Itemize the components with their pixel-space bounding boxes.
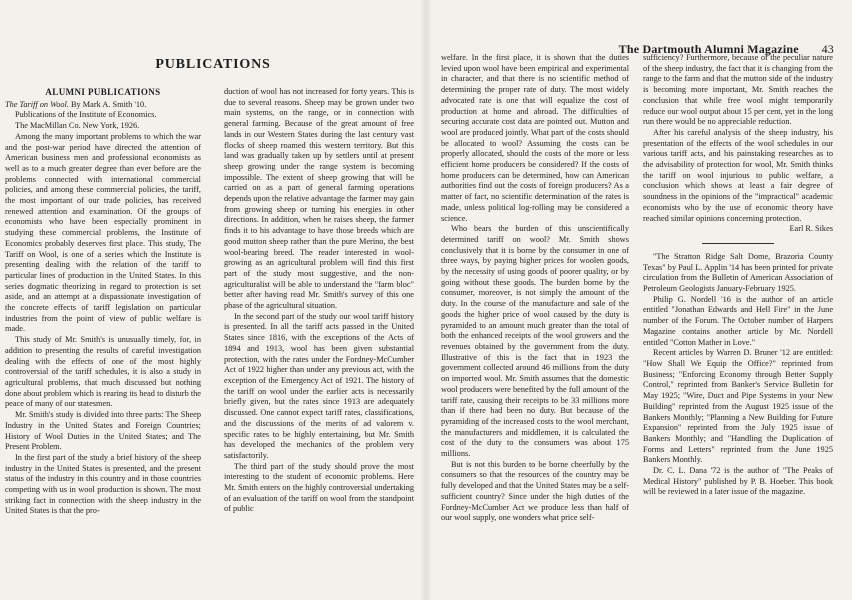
paragraph: sufficiency? Furthermore, because of the peculiar nature of the sheep industry, the fact that it is changing from the range to the farm and that the mutton side of the industry is becoming more important, Mr. Smith reaches the conclusion that while free wool might temporarily reduce our wool output about 15 per cent, yet in the long run there would be no appreciable reduction. [643,53,833,127]
book-series: Publications of the Institute of Economics. [15,110,157,120]
column-3 [441,53,629,524]
note-paragraph: Recent articles by Warren D. Bruner '12 are entitled: "How Shall We Equip the Office?" reprinted from Business; "Enforcing Economy through Better Supply Control," reprinted from Banker's Service Bulletin for May 1925; "Wire, Duct and Pipe Systems in your New Building" reprinted from the August 1925 issue of the Bankers Monthly; "Planning a New Building for Future Expansion" reprinted from the July 1925 issue of Bankers Monthly; and "Handling the Duplication of Forms and Letters" reprinted from the June 1925 Bankers Monthly. [643,348,833,465]
paragraph: Among the many important problems to which the war and the post-war period have directed the attention of American business men and professional economists as well as to a much greater degree than ever before are the problems connected with international commercial policies, and among these commercial policies, the tariff, the most important of our trade policies, has received renewed attention and examination. Of the groups of economists who have been especially prominent in studying these commercial problems, the Institute of Economics probably deserves first place. This study, The Tariff on Wool, is one of a series which the Institute is presenting dealing with the relation of the tariff to particular lines of production in the United States. In this series dogmatic theorizing in regard to protection is set aside, and an attempt at a dispassionate investigation of the concrete effects of tariff legislation on particular industries from the point of view of public welfare is made. [5,131,201,334]
page-number: 43 [821,42,834,56]
paragraph: In the second part of the study our wool tariff history is presented. In all the tariff acts passed in the United States since 1816, with the exceptions of the Acts of 1894 and 1913, wool has been given substantial protection, with the rates under the Fordney-McCumber Act of 1922 higher than under any previous act, with the exception of the Emergency Act of 1921. The history of the tariff on wool under the earlier acts is necessarily briefly given, but the rates since 1913 are adequately discussed. One cannot expect tariff rates, classifications, and the discussions of the merits of ad valorem v. specific rates to be highly entertaining, but Mr. Smith has developed the mechanics of the problem very satisfactorily. [224,311,414,460]
note-paragraph: Philip G. Nordell '16 is the author of an article entitled "Jonathan Edwards and Hell Fire" in the June number of the Forum. The October number of Harpers Magazine contains another article by Mr. Nordell entitled "Cotton Mather in Love." [643,294,833,347]
magazine-name: The Dartmouth Alumni Magazine [618,42,799,56]
column-1 [5,87,201,517]
right-page [426,0,852,600]
note-paragraph: Dr. C. L. Dana '72 is the author of "The Peaks of Medical History" published by P. B. Hoeber. This book will be reviewed in a later issue of the magazine. [643,466,833,497]
paragraph: Mr. Smith's study is divided into three parts: The Sheep Industry in the United States and Foreign Countries; History of Wool Duties in the United States; and The Present Problem. [5,410,201,452]
book-author: By Mark A. Smith '10. [71,99,147,109]
book-title: The Tariff on Wool. [5,99,69,109]
paragraph: In the first part of the study a brief history of the sheep industry in the United States is presented, and the present status of the industry in this country and in those countries competing with us in wool production is shown. The most striking fact in connection with the sheep industry in the United States is that the pro- [5,452,201,516]
note-paragraph: "The Stratton Ridge Salt Dome, Brazoria County Texas" by Paul L. Applin '14 has been printed for private circulation from the Bulletin of American Association of Petroleum Geologists January-February 1925. [643,251,833,294]
column-4 [643,53,833,498]
section-divider [702,243,774,244]
section-title: PUBLICATIONS [155,57,271,72]
paragraph: This study of Mr. Smith's is unusually timely, for, in addition to presenting the results of careful investigation dealing with the effects of one of the most highly controversial of the tariff schedules, it is also a study in agricultural problems, that much discussed but nothing done about problem which is rearing its head to disturb the peace of many of our statesmen. [5,335,201,409]
paragraph: But is not this burden to be borne cheerfully by the consumers so that the resources of the country may be fully developed and that the United States may be a self-sufficient country? Since under the high duties of the Fordney-McCumber Act we produce less than half of our wool supply, one wonders what price self- [441,459,630,523]
book-publisher: The MacMillan Co. New York, 1926. [15,121,140,131]
paragraph: duction of wool has not increased for forty years. This is due to several reasons. Sheep may be grown under two main systems, on the range, or in connection with general farming. Because of the great amount of free lands in our Western States during the last century vast flocks of sheep roamed this western territory. But this land was gradually taken up by settlers until at present sheep growing under the range system is becoming impossible. The extent of sheep growing that will be carried on as a part of general farming operations depends upon the relative advantage the farmer may gain from growing sheep or turning his energies in other directions. In addition, when he raises sheep, the farmer finds it to his advantage to have those breeds which are good mutton sheep rather than the pure Merino, the best wool-bearing breed. The reader interested in wool-growing as an agricultural problem will find this first part of the study most suggestive, and the non-agriculturalist will be able to understand the "farm bloc" better after having read Mr. Smith's survey of this one phase of the agricultural situation. [224,87,414,311]
review-signature: Earl R. Sikes [789,224,833,234]
book-citation [5,100,201,111]
column-2 [224,87,414,515]
paragraph: Who bears the burden of this unscientifically determined tariff on wool? Mr. Smith shows conclusively that it is borne by the consumer in one of three ways, by paying higher prices for woolen goods, by the necessity of using goods of poorer quality, or by going without these goods. The burden borne by the consumer, moreover, is not simply the amount of the duty. In the course of the manufacture and sale of the goods the higher price of wool caused by the duty is pyramided to an amount much greater than the total of both the enhanced receipts of the wool growers and the revenues obtained by the government from the duty. Illustrative of this is the fact that in 1923 the government collected around 46 millions from the duty on imported wool. Mr. Smith assumes that the domestic wool producers were benefited by the full amount of the tariff rate, causing their receipts to be 33 millions more than if there had been no duty. But because of the pyramiding of the increased costs to the wool merchant, the manufacturers and middlemen, it is calculated the cost of the duty to the consumers was about 175 millions. [441,224,629,459]
paragraph: After his careful analysis of the sheep industry, his presentation of the effects of the wool schedules in our various tariff acts, and his painstaking researches as to the advisability of protection for wool, Mr. Smith thinks the tariff on wool injurious to public welfare, a conclusion which shows at least a fair degree of soundness in the opinions of the "impractical" academic economists who by the use of economic theory have reached similar opinions concerning protection. [643,127,833,223]
subsection-title: ALUMNI PUBLICATIONS [45,87,161,97]
paragraph: The third part of the study should prove the most interesting to the student of economic problems. Here Mr. Smith enters on the highly controversial undertaking of an evaluation of the tariff on wool from the standpoint of public [224,461,414,514]
paragraph: welfare. In the first place, it is shown that the duties levied upon wool have been empirical and experimental in character, and that there is no scientific method of determining the proper rate of duty. The most widely advocated rate is one that will equalize the cost of production at home and abroad. The difficulties of securing accurate cost data are pointed out. Mutton and wool are produced jointly. What part of the costs should be allocated to wool? Assuming the costs can be properly allocated, should the costs of the more or less efficient home producers be considered? If the costs of home producers can be determined, how can American authorities find out the costs of foreign producers? As a matter of fact, no scientific determination of the rates is made, unless political log-rolling may be considered a science. [441,53,629,223]
